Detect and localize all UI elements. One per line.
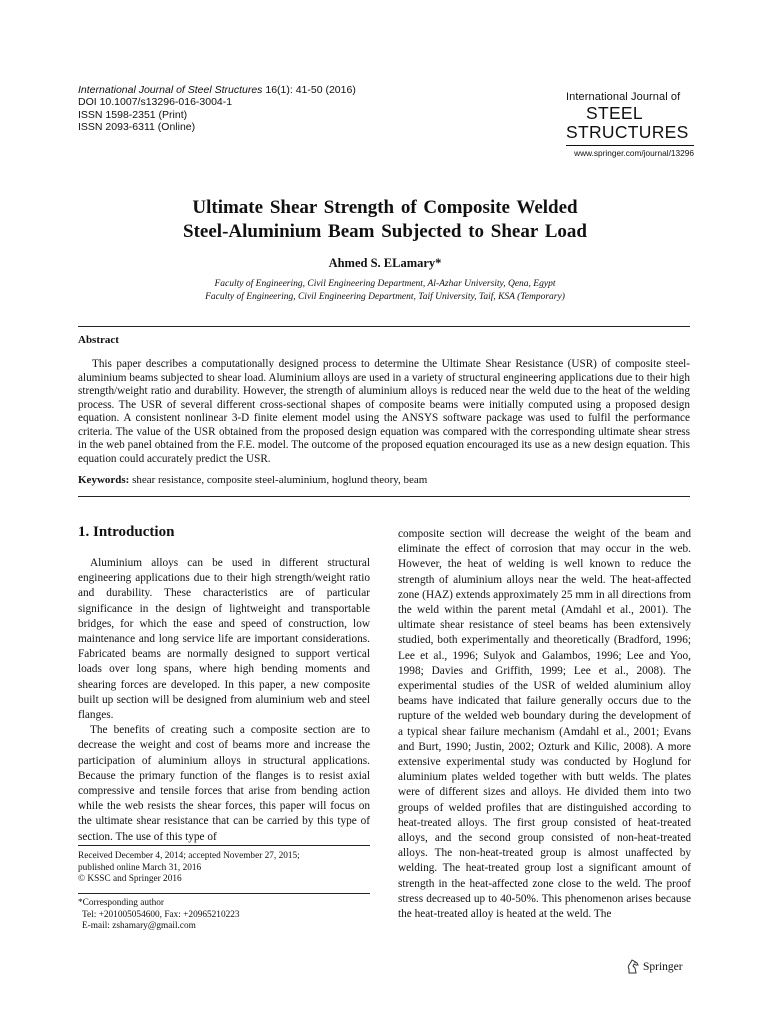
affiliation-2: Faculty of Engineering, Civil Engineering Department, Taif University, Taif, KSA (Temporary) (205, 292, 565, 302)
springer-knight-icon (626, 959, 640, 974)
keywords-text: shear resistance, composite steel-aluminium, hoglund theory, beam (129, 474, 428, 486)
journal-name: International Journal of Steel Structures (78, 84, 263, 96)
corresp-email[interactable]: E-mail: zshamary@gmail.com (82, 921, 196, 931)
left-column (78, 556, 370, 845)
left-paragraph-1: Aluminium alloys can be used in different structural engineering applications due to their high strength/weight ratio and durability. These characteristics are of particular significance in the design of lightweight and transportable bridges, for which the ease and speed of construction, low maintenance and long service life are important considerations. Fabricated beams are normally designed to support vertical loads over long spans, where high bending moments and shearing forces are developed. In this paper, a new composite built up section will be designed from aluminium web and steel flanges. (78, 557, 370, 722)
author-name: Ahmed S. ELamary* (328, 256, 442, 270)
received-line1: Received December 4, 2014; accepted November 27, 2015; (78, 851, 300, 861)
affiliation-1: Faculty of Engineering, Civil Engineering Department, Al-Azhar University, Qena, Egypt (214, 279, 556, 289)
section-heading-introduction: 1. Introduction (78, 524, 175, 540)
title-line2: Steel-Aluminium Beam Subjected to Shear Load (183, 221, 587, 242)
keywords-label: Keywords: (78, 474, 130, 486)
journal-url[interactable]: www.springer.com/journal/13296 (574, 148, 694, 158)
right-column (398, 527, 691, 922)
springer-logo (626, 959, 683, 974)
publisher-name: Springer (643, 960, 683, 973)
issn-online: ISSN 2093-6311 (Online) (78, 120, 196, 133)
right-paragraph-1: composite section will decrease the weight of the beam and eliminate the effect of corrosion that may occur in the web. However, the heat of welding is well known to reduce the strength of aluminium alloys near the weld. The heat-affected zone (HAZ) extends approximately 25 mm in all directions from the weld within the parent metal (Amdahl et al., 2001). The ultimate shear resistance of steel beams has been extensively studied, both experimentally and theoretically (Bradford, 1996; Lee et al., 1996; Sulyok and Galambos, 1996; Lee and Yoo, 1998; Davies and Griffith, 1999; Lee et al., 2008). The experimental studies of the USR of welded aluminium alloy beams have indicated that failure generally occurs due to the rupture of the welded web boundary during the development of a typical shear failure mechanism (Amdahl et al., 2001; Evans and Burt, 1990; Justin, 2002; Ozturk and Kilic, 2008). A more extensive experimental study was conducted by Hoglund for aluminium plates welded together with butt welds. The plates were of different sizes and alloys. He divided them into two groups of welded profiles that are distinguished according to heat-treated alloys. The first group consisted of heat-treated alloys, and the second group consisted of non-heat-treated alloys. The non-heat-treated group is almost unaffected by welding. The heat-treated group lost a significant amount of strength in the heat-affected zone close to the weld. The proof stress decreased up to 40-50%. This phenomenon arises because the heat-treated alloy is heated at the weld. The (398, 528, 691, 921)
received-note (78, 851, 370, 886)
title-line1: Ultimate Shear Strength of Composite Welded (192, 197, 578, 218)
abstract-top-rule (78, 326, 690, 327)
footnote-rule-2 (78, 893, 370, 894)
citation-block (78, 84, 356, 133)
footnote-rule (78, 845, 370, 846)
copyright-line: © KSSC and Springer 2016 (78, 874, 182, 884)
received-line2: published online March 31, 2016 (78, 862, 202, 873)
abstract-heading: Abstract (78, 334, 119, 346)
corresp-label: *Corresponding author (78, 898, 164, 908)
affiliations (80, 278, 690, 304)
volume-info: 16(1): 41-50 (2016) (262, 84, 356, 96)
logo-line3: STRUCTURES (566, 122, 689, 142)
logo-line2: STEEL (586, 103, 643, 123)
logo-divider (566, 145, 694, 146)
doi: DOI 10.1007/s13296-016-3004-1 (78, 96, 233, 109)
citation-journal-line (78, 84, 356, 96)
corresponding-author-note (78, 898, 370, 933)
paper-title (80, 196, 690, 244)
abstract-body: This paper describes a computationally designed process to determine the Ultimate Shear Resistance (USR) of composite steel-aluminium beams subjected to shear load. Aluminium alloys are used in a variety of structural engineering applications due to their high strength/weight ratio and durability. However, the strength of aluminium alloys is reduced near the weld due to the heat of the welding process. The USR of several different cross-sectional shapes of composite beams were initially computed using a proposed design equation. A consistent nonlinear 3-D finite element model using the ANSYS software package was used to fulfil the performance criteria. The value of the USR obtained from the proposed design equation was compared with the corresponding ultimate shear stress in the web panel obtained from the F.E. model. The outcome of the proposed equation encouraged its use as a new design equation. This equation could accurately predict the USR. (78, 358, 690, 465)
logo-line1: International Journal of (566, 91, 681, 103)
journal-logo (566, 91, 696, 158)
corresp-phone: Tel: +201005054600, Fax: +20965210223 (82, 909, 240, 920)
abstract-bottom-rule (78, 496, 690, 497)
left-paragraph-2: The benefits of creating such a composite section are to decrease the weight and cost of beams more and increase the participation of aluminium alloys in structural applications. Because the primary function of the flanges is to resist axial compressive and tensile forces that arise from bending action while the web resists the shear forces, this paper will focus on the ultimate shear resistance that can be carried by this type of section. The use of this type of (78, 724, 370, 843)
issn-print: ISSN 1598-2351 (Print) (78, 108, 188, 121)
keywords-line (78, 474, 690, 486)
